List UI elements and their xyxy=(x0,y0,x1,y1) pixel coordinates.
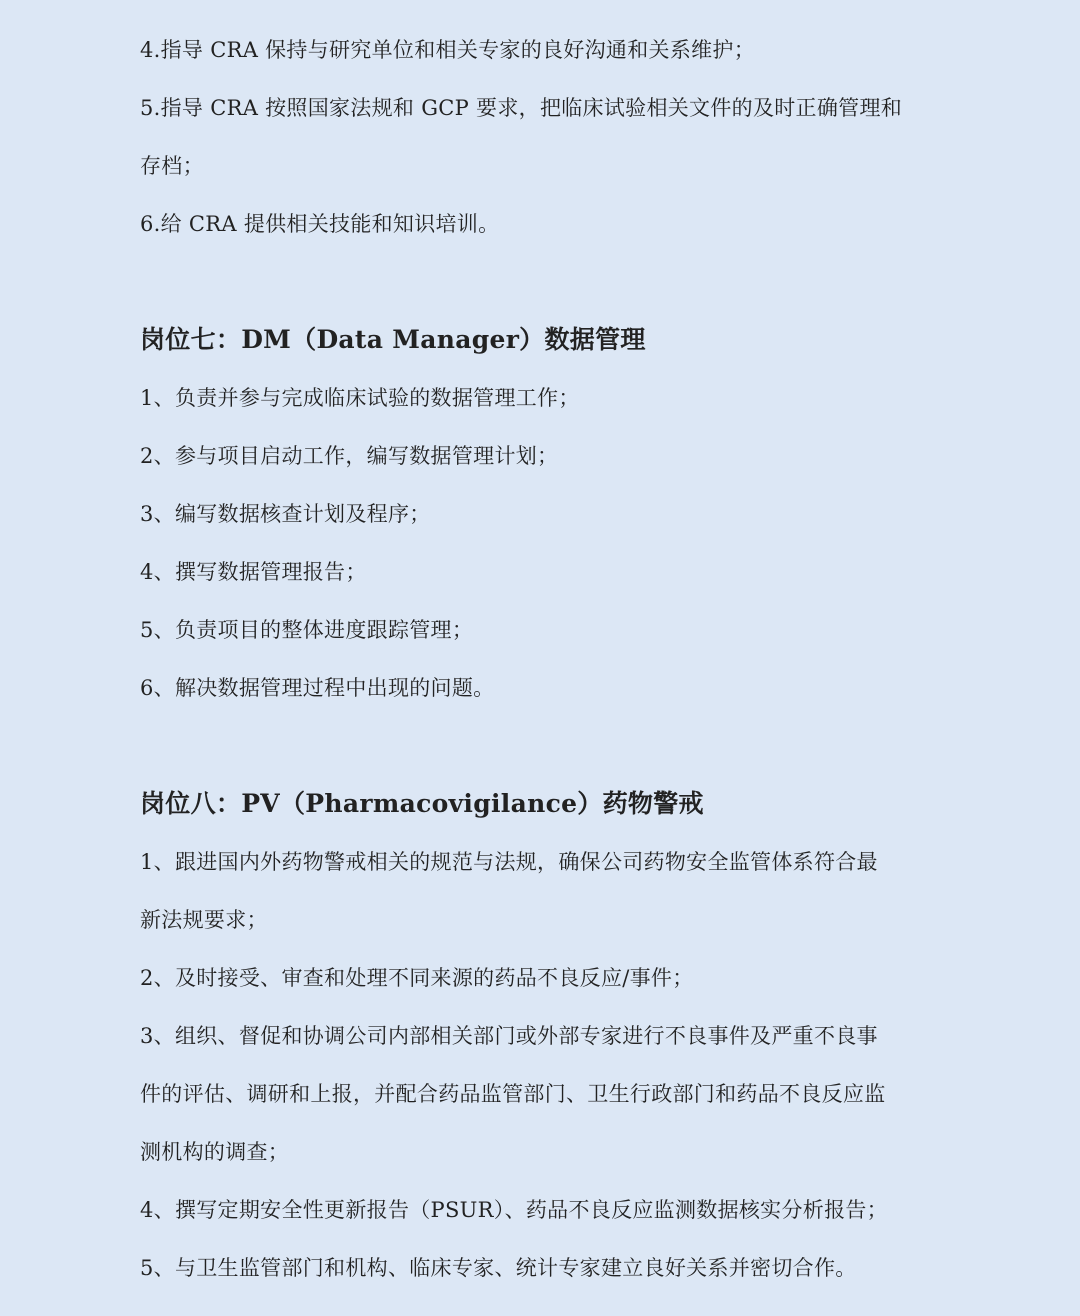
pv-item-2: 2、及时接受、审查和处理不同来源的药品不良反应/事件； xyxy=(140,966,694,990)
pv-item-5: 5、与卫生监管部门和机构、临床专家、统计专家建立良好关系并密切合作。 xyxy=(140,1256,857,1280)
dm-item-2: 2、参与项目启动工作，编写数据管理计划； xyxy=(140,444,559,468)
pv-item-1: 1、跟进国内外药物警戒相关的规范与法规，确保公司药物安全监管体系符合最 xyxy=(140,850,878,874)
pv-section-heading: 岗位八：PV（Pharmacovigilance）药物警戒 xyxy=(140,789,704,818)
dm-item-6: 6、解决数据管理过程中出现的问题。 xyxy=(140,676,495,700)
pv-item-3-continued: 件的评估、调研和上报，并配合药品监管部门、卫生行政部门和药品不良反应监 xyxy=(140,1082,886,1106)
cra-item-5: 5.指导 CRA 按照国家法规和 GCP 要求，把临床试验相关文件的及时正确管理和 xyxy=(140,96,903,120)
pv-item-3-continued-2: 测机构的调查； xyxy=(140,1140,290,1164)
dm-item-1: 1、负责并参与完成临床试验的数据管理工作； xyxy=(140,386,580,410)
pv-item-1-continued: 新法规要求； xyxy=(140,908,268,932)
cra-item-6: 6.给 CRA 提供相关技能和知识培训。 xyxy=(140,212,500,236)
dm-item-5: 5、负责项目的整体进度跟踪管理； xyxy=(140,618,474,642)
dm-section-heading: 岗位七：DM（Data Manager）数据管理 xyxy=(140,325,646,354)
pv-item-4: 4、撰写定期安全性更新报告（PSUR）、药品不良反应监测数据核实分析报告； xyxy=(140,1198,888,1222)
dm-item-3: 3、编写数据核查计划及程序； xyxy=(140,502,431,526)
cra-item-4: 4.指导 CRA 保持与研究单位和相关专家的良好沟通和关系维护； xyxy=(140,38,756,62)
cra-item-5-continued: 存档； xyxy=(140,154,204,178)
pv-item-3: 3、组织、督促和协调公司内部相关部门或外部专家进行不良事件及严重不良事 xyxy=(140,1024,878,1048)
dm-item-4: 4、撰写数据管理报告； xyxy=(140,560,367,584)
